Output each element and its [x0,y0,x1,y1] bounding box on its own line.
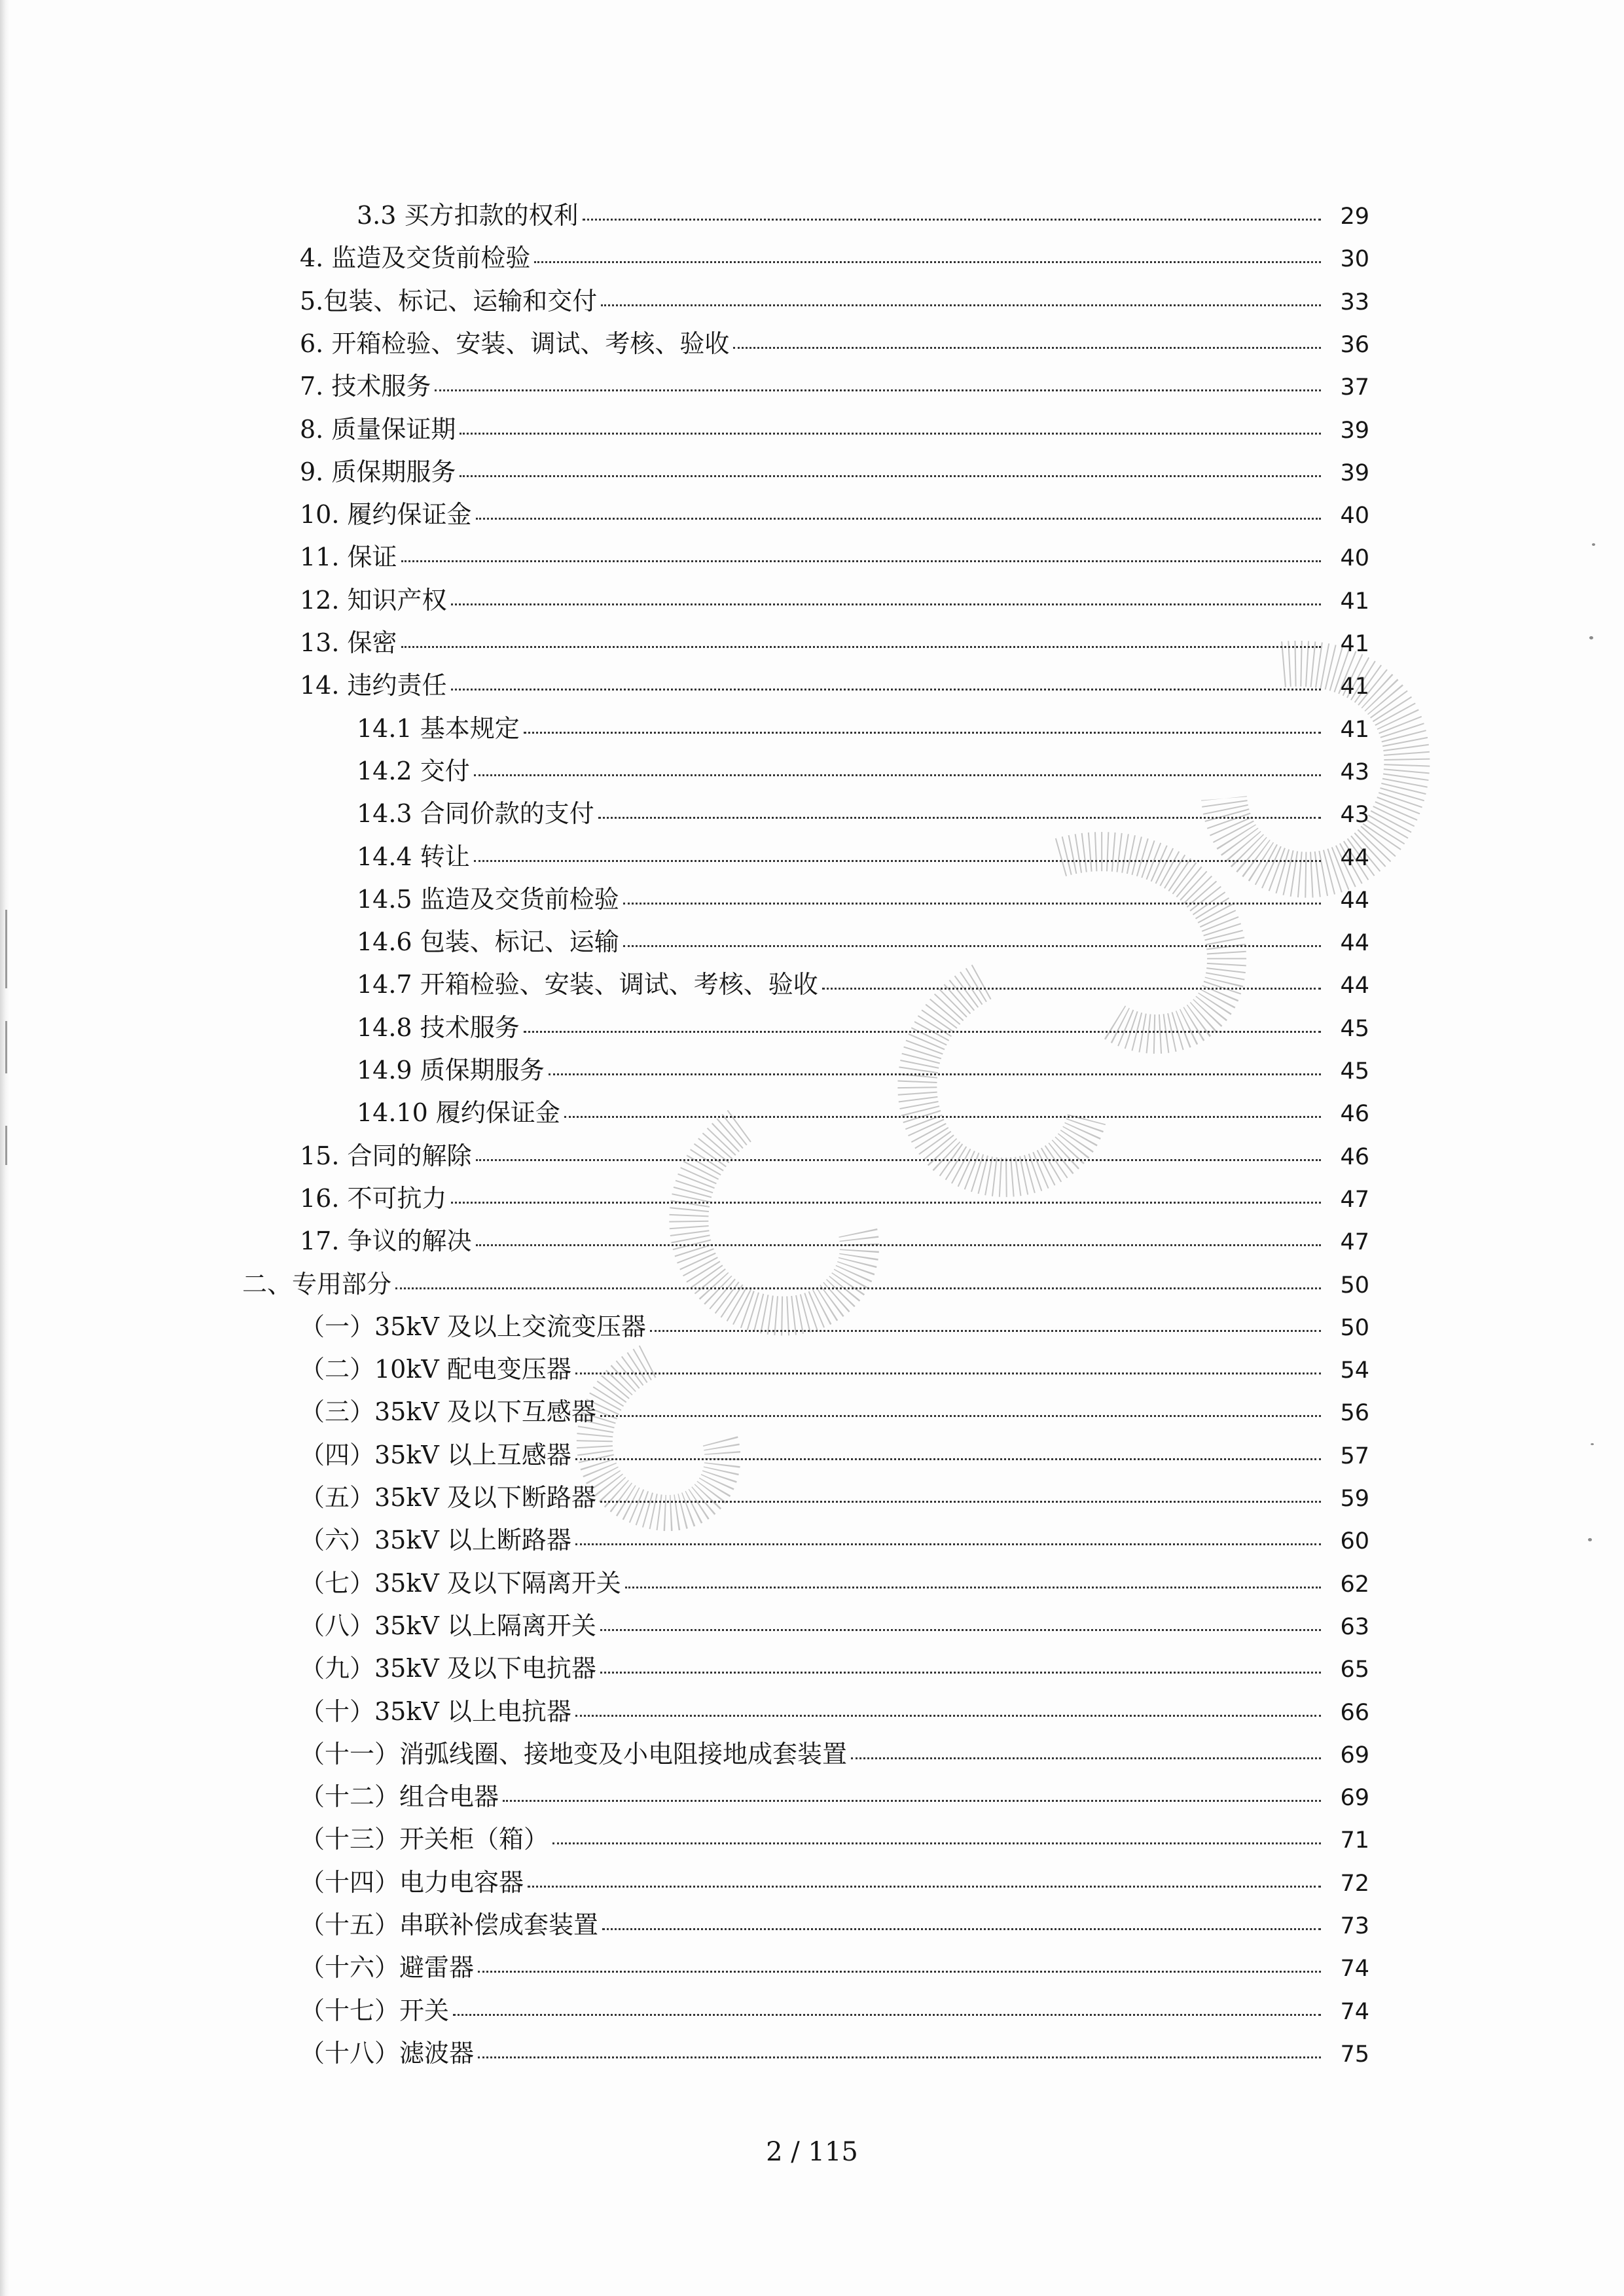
toc-leader-dots [395,1287,1321,1289]
toc-entry[interactable] [300,1357,1369,1382]
toc-leader-dots [575,1372,1321,1374]
toc-leader-dots [478,1971,1321,1973]
toc-leader-dots [478,2056,1321,2058]
toc-entry-title: （九）35kV 及以下电抗器 [300,1654,596,1683]
toc-leader-dots [600,1629,1321,1631]
toc-entry-page: 41 [1340,673,1369,700]
toc-entry-page: 37 [1340,374,1369,401]
toc-leader-dots [623,903,1321,905]
toc-entry-title: 14.1 基本规定 [357,714,520,743]
toc-entry-title: 14.3 合同价款的支付 [357,799,594,828]
toc-entry-title: 14.7 开箱检验、安装、调试、考核、验收 [357,970,818,999]
toc-entry[interactable] [300,1485,1369,1511]
toc-leader-dots [583,219,1321,221]
toc-entry[interactable] [357,1015,1369,1041]
toc-entry[interactable] [357,972,1369,997]
toc-entry[interactable] [300,1528,1369,1553]
toc-entry-title: 14.2 交付 [357,757,470,785]
toc-entry-page: 50 [1340,1315,1369,1341]
toc-leader-dots [451,689,1321,691]
toc-entry-title: 17. 争议的解决 [300,1227,472,1255]
toc-leader-dots [524,1031,1321,1033]
toc-entry-page: 46 [1340,1101,1369,1127]
toc-entry[interactable] [300,1571,1369,1596]
toc-leader-dots [474,860,1321,862]
toc-entry-title: 9. 质保期服务 [300,457,456,486]
toc-entry-page: 74 [1340,1956,1369,1982]
toc-leader-dots [564,1116,1321,1118]
toc-entry[interactable] [300,1443,1369,1468]
toc-entry-page: 71 [1340,1827,1369,1854]
toc-leader-dots [601,304,1321,306]
toc-entry-page: 50 [1340,1272,1369,1299]
toc-entry[interactable] [300,1912,1369,1938]
toc-entry-page: 54 [1340,1357,1369,1384]
toc-entry[interactable] [300,1613,1369,1639]
toc-entry[interactable] [357,716,1369,742]
toc-entry-page: 29 [1340,204,1369,230]
toc-entry-title: 4. 监造及交货前检验 [300,243,531,272]
toc-leader-dots [575,1458,1321,1460]
scan-edge-mark [5,1021,7,1073]
toc-leader-dots [503,1800,1321,1802]
toc-entry-title: 二、专用部分 [242,1270,392,1299]
scan-edge-shadow [0,0,9,2296]
toc-leader-dots [534,261,1321,263]
toc-entry-title: （十八）滤波器 [300,2039,475,2068]
scan-speck [1591,1443,1594,1445]
toc-entry-page: 69 [1340,1742,1369,1768]
toc-entry-page: 44 [1340,930,1369,956]
toc-entry[interactable] [300,417,1369,442]
toc-entry[interactable] [300,630,1369,656]
toc-entry-page: 74 [1340,1999,1369,2025]
toc-entry[interactable] [357,929,1369,955]
toc-entry-title: （十一）消弧线圈、接地变及小电阻接地成套装置 [300,1740,848,1768]
toc-entry[interactable] [300,1998,1369,2024]
toc-entry-page: 73 [1340,1913,1369,1939]
toc-leader-dots [733,347,1321,349]
toc-leader-dots [552,1842,1321,1844]
toc-entry-page: 56 [1340,1400,1369,1426]
toc-entry-title: 14.4 转让 [357,842,470,871]
toc-leader-dots [474,774,1321,776]
toc-entry[interactable] [357,887,1369,912]
toc-entry-title: 14.9 质保期服务 [357,1056,545,1085]
toc-entry[interactable] [357,759,1369,784]
toc-entry-title: 15. 合同的解除 [300,1141,472,1170]
toc-entry-page: 57 [1340,1443,1369,1469]
toc-entry[interactable] [300,673,1369,698]
toc-leader-dots [460,433,1321,435]
toc-entry-page: 30 [1340,246,1369,272]
toc-entry-title: （二）10kV 配电变压器 [300,1355,571,1384]
toc-leader-dots [575,1715,1321,1717]
toc-entry-title: （十七）开关 [300,1996,450,2025]
toc-entry-title: 11. 保证 [300,543,397,571]
toc-entry[interactable] [300,374,1369,399]
toc-entry[interactable] [300,1656,1369,1681]
toc-leader-dots [822,988,1321,990]
toc-entry-title: （十三）开关柜（箱） [300,1825,549,1854]
toc-entry-title: （十）35kV 以上电抗器 [300,1697,571,1726]
toc-leader-dots [623,945,1321,947]
toc-entry-page: 45 [1340,1016,1369,1042]
toc-entry-page: 39 [1340,418,1369,444]
toc-entry[interactable] [300,502,1369,528]
toc-entry[interactable] [300,1699,1369,1725]
toc-entry-page: 75 [1340,2041,1369,2068]
toc-entry[interactable] [242,1272,1369,1297]
toc-entry-title: （三）35kV 及以下互感器 [300,1397,596,1426]
toc-entry-page: 62 [1340,1571,1369,1598]
scan-speck [1589,636,1593,639]
toc-entry[interactable] [300,545,1369,570]
page-number: 2 / 115 [766,2137,858,2167]
toc-entry-title: 6. 开箱检验、安装、调试、考核、验收 [300,329,730,358]
toc-entry[interactable] [357,1100,1369,1126]
toc-entry-page: 33 [1340,289,1369,315]
toc-leader-dots [451,1202,1321,1204]
toc-entry-page: 46 [1340,1144,1369,1170]
toc-leader-dots [549,1073,1321,1075]
toc-entry-title: 8. 质量保证期 [300,415,456,444]
toc-entry-title: 7. 技术服务 [300,372,431,401]
toc-leader-dots [600,1672,1321,1674]
toc-entry-page: 40 [1340,545,1369,571]
toc-entry-page: 63 [1340,1614,1369,1640]
toc-leader-dots [435,389,1321,391]
toc-leader-dots [575,1543,1321,1545]
toc-entry-title: （六）35kV 以上断路器 [300,1526,571,1554]
toc-leader-dots [476,518,1321,520]
toc-entry-page: 47 [1340,1187,1369,1213]
toc-leader-dots [602,1928,1321,1930]
toc-entry-title: 3.3 买方扣款的权利 [357,201,579,230]
toc-entry-title: 13. 保密 [300,628,397,657]
toc-leader-dots [625,1587,1321,1588]
toc-entry[interactable] [300,1143,1369,1169]
scan-speck [1592,543,1595,546]
toc-entry[interactable] [357,801,1369,827]
toc-entry-title: 5.包装、标记、运输和交付 [300,287,598,315]
toc-entry-page: 44 [1340,845,1369,871]
toc-entry[interactable] [300,1229,1369,1254]
toc-entry-title: 16. 不可抗力 [300,1184,447,1213]
toc-entry[interactable] [357,844,1369,870]
toc-entry-title: （一）35kV 及以上交流变压器 [300,1312,646,1341]
toc-entry-title: （十四）电力电容器 [300,1868,524,1897]
toc-entry-page: 47 [1340,1229,1369,1255]
toc-entry[interactable] [300,289,1369,314]
toc-entry-title: 14.6 包装、标记、运输 [357,927,619,956]
toc-entry-page: 60 [1340,1528,1369,1554]
toc-entry[interactable] [357,203,1369,228]
toc-entry[interactable] [357,1058,1369,1083]
toc-entry-title: （四）35kV 以上互感器 [300,1441,571,1469]
toc-entry[interactable] [300,1784,1369,1810]
toc-leader-dots [453,2014,1321,2016]
toc-entry-page: 43 [1340,759,1369,785]
toc-leader-dots [650,1330,1321,1332]
toc-entry[interactable] [300,2041,1369,2066]
toc-entry-page: 45 [1340,1058,1369,1085]
toc-leader-dots [476,1244,1321,1246]
toc-entry-title: （十五）串联补偿成套装置 [300,1910,599,1939]
toc-entry-title: （十二）组合电器 [300,1782,499,1811]
toc-entry-page: 41 [1340,631,1369,657]
toc-leader-dots [528,1886,1321,1888]
toc-leader-dots [598,817,1321,819]
toc-entry[interactable] [300,459,1369,485]
toc-entry[interactable] [300,588,1369,613]
toc-entry-page: 59 [1340,1486,1369,1512]
toc-entry[interactable] [300,1399,1369,1425]
toc-entry-title: （五）35kV 及以下断路器 [300,1483,596,1512]
toc-entry-page: 44 [1340,888,1369,914]
toc-entry-title: （八）35kV 以上隔离开关 [300,1611,596,1640]
toc-entry[interactable] [300,1827,1369,1852]
toc-leader-dots [460,475,1321,477]
toc-entry-page: 72 [1340,1871,1369,1897]
toc-entry-page: 40 [1340,503,1369,529]
scan-edge-mark [5,910,7,988]
toc-entry-page: 41 [1340,588,1369,615]
toc-entry-page: 36 [1340,332,1369,358]
toc-leader-dots [401,646,1321,648]
toc-entry-page: 44 [1340,973,1369,999]
scan-speck [1588,1538,1592,1541]
toc-leader-dots [600,1415,1321,1417]
scan-edge-mark [5,1126,7,1165]
toc-entry-page: 65 [1340,1657,1369,1683]
toc-entry-title: 12. 知识产权 [300,586,447,615]
toc-entry-page: 69 [1340,1785,1369,1811]
toc-entry-title: 14. 违约责任 [300,671,447,700]
toc-entry[interactable] [300,331,1369,357]
toc-entry[interactable] [300,1314,1369,1340]
toc-leader-dots [524,732,1321,734]
toc-entry-page: 39 [1340,460,1369,486]
toc-entry[interactable] [300,1186,1369,1211]
toc-leader-dots [451,603,1321,605]
toc-entry-title: 14.8 技术服务 [357,1013,520,1042]
toc-leader-dots [401,560,1321,562]
toc-entry[interactable] [300,1955,1369,1981]
toc-leader-dots [851,1757,1321,1759]
toc-entry-page: 66 [1340,1700,1369,1726]
toc-entry-page: 43 [1340,802,1369,828]
toc-entry-title: （十六）避雷器 [300,1953,475,1982]
toc-entry[interactable] [300,1742,1369,1767]
toc-leader-dots [476,1159,1321,1161]
toc-entry-title: 14.10 履约保证金 [357,1098,560,1127]
toc-entry[interactable] [300,245,1369,271]
toc-entry-page: 41 [1340,717,1369,743]
toc-entry[interactable] [300,1870,1369,1895]
toc-leader-dots [600,1501,1321,1503]
toc-entry-title: 10. 履约保证金 [300,500,472,529]
toc-entry-title: 14.5 监造及交货前检验 [357,885,619,914]
toc-entry-title: （七）35kV 及以下隔离开关 [300,1569,621,1598]
